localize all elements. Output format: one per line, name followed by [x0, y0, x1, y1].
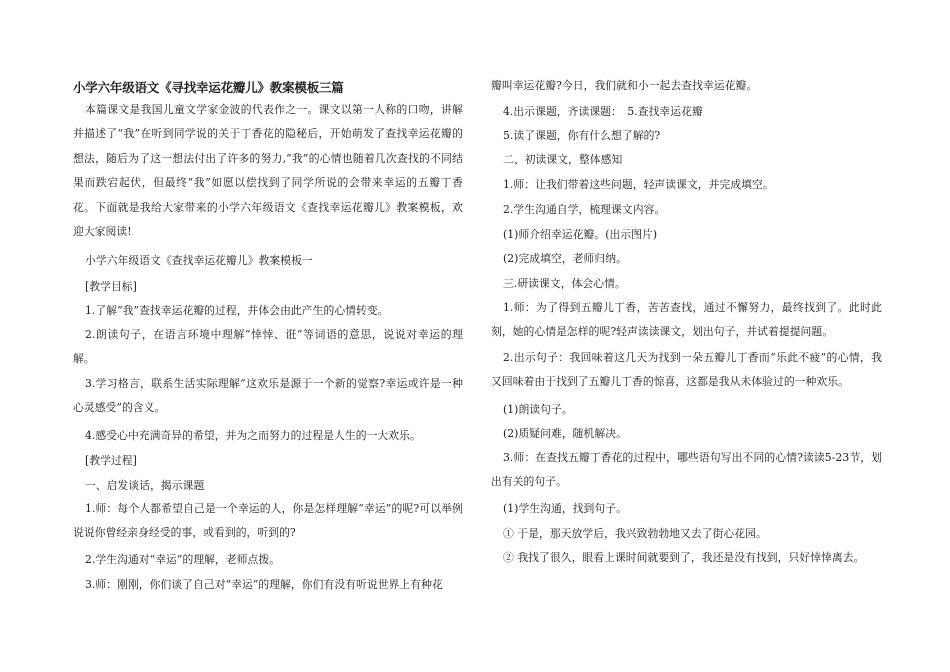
step-item: 1.师：每个人都希望自己是一个幸运的人，你是怎样理解“幸运”的呢?可以举例说说你曾经亲身经受的事，或看到的，听到的? [73, 502, 463, 540]
step-item: 2.学生沟通自学，梳理课文内容。 [503, 203, 666, 216]
sub-step-item: (1)师介绍幸运花瓣。(出示图片) [503, 228, 658, 241]
intro-paragraph: 本篇课文是我国儿童文学家金波的代表作之一。课文以第一人称的口吻，讲解并描述了“我”在听到同学说的关于丁香花的隐秘后，开始萌发了查找幸运花瓣的想法，随后为了这一想法付出了许多的努力,“我”的心情也随着几次查找的不同结果而跌宕起伏，但最终“我”如愿以偿找到了同学所说的会带来幸运的五瓣丁香花。下面就是我给大家带来的小学六年级语文《查找幸运花瓣儿》教案模板，欢迎大家阅读! [73, 103, 463, 239]
goal-item: 2.朗读句子，在语言环境中理解“悻悻、诳”等词语的意思，说说对幸运的理解。 [73, 328, 463, 366]
step-item: 3.师：在查找五瓣丁香花的过程中，哪些语句写出不同的心情?读读5-23节，划出有关的句子。 [491, 451, 882, 489]
sub-step-item: (2)质疑问难，随机解决。 [503, 427, 627, 440]
quoted-sentence: ① 于是，那天放学后，我兴致勃勃地又去了街心花园。 [503, 527, 767, 540]
step-item: 1.师：让我们带着这些问题，轻声读课文，并完成填空。 [503, 178, 774, 191]
step-item: 4.出示课题，齐读课题： 5.查找幸运花瓣 [503, 105, 703, 118]
quoted-sentence: ② 我找了很久，眼看上课时间就要到了，我还是没有找到，只好悻悻离去。 [503, 551, 865, 564]
section-heading: 三.研读课文，体会心情。 [503, 277, 626, 290]
step-item: 2.学生沟通对“幸运”的理解，老师点拨。 [85, 553, 281, 566]
process-heading: [教学过程] [85, 454, 137, 467]
step-item: 3.师：刚刚，你们谈了自己对“幸运”的理解，你们有没有听说世界上有种花 [85, 578, 443, 591]
step-item: 5.读了课题，你有什么想了解的? [503, 129, 661, 142]
goal-item: 3.学习格言，联系生活实际理解“这欢乐是源于一个新的觉察?幸运或许是一种心灵感受”的含义。 [73, 377, 463, 415]
sub-step-item: (1)朗读句子。 [503, 403, 573, 416]
continued-text: 瓣叫幸运花瓣?今日，我们就和小一起去查找幸运花瓣。 [491, 79, 758, 92]
goal-item: 4.感受心中充满奇异的希望，并为之而努力的过程是人生的一大欢乐。 [85, 429, 421, 442]
document-title: 小学六年级语文《寻找幸运花瓣儿》教案模板三篇 [73, 80, 344, 95]
step-item: 2.出示句子：我回味着这几天为找到一朵五瓣儿丁香而“乐此不疲”的心情，我又回味着由于找到了五瓣儿丁香的惊喜，这都是我从未体验过的一种欢乐。 [491, 351, 882, 389]
sub-step-item: (2)完成填空，老师归纳。 [503, 252, 627, 265]
goal-item: 1.了解“我”查找幸运花瓣的过程，并体会由此产生的心情转变。 [85, 304, 389, 317]
step-item: 1.师：为了得到五瓣儿丁香，苦苦查找，通过不懈努力，最终找到了。此时此刻，她的心情是怎样的呢?轻声读读课文，划出句子，并试着提提问题。 [491, 301, 882, 339]
section-heading: 一、启发谈话，揭示课题 [85, 479, 205, 492]
goals-heading: [教学目标] [85, 280, 137, 293]
template-subtitle: 小学六年级语文《查找幸运花瓣儿》教案模板一 [85, 254, 313, 267]
section-heading: 二、初读课文，整体感知 [503, 153, 623, 166]
sub-step-item: (1)学生沟通，找到句子。 [503, 502, 627, 515]
